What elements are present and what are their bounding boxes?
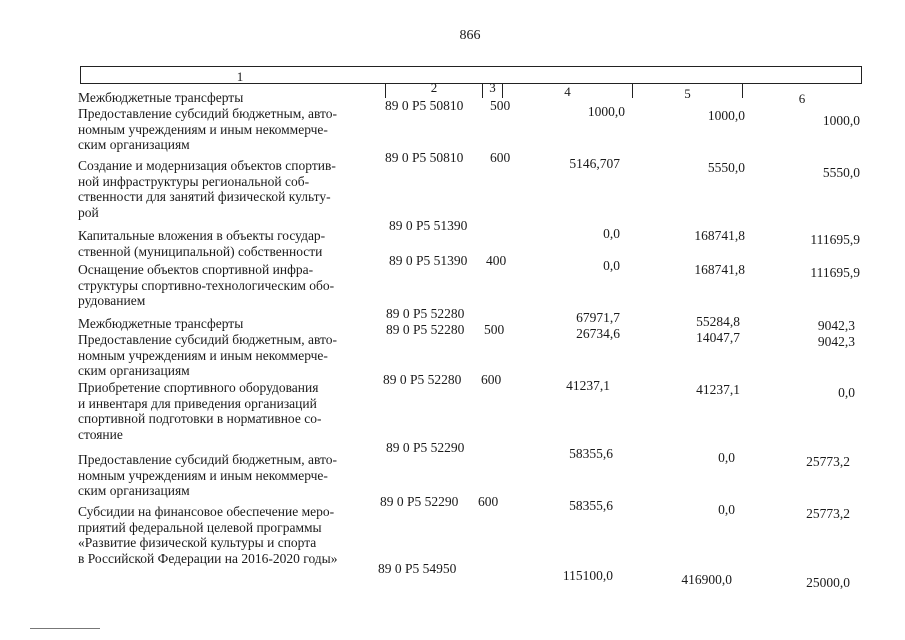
table-cell-year1: 1000,0 xyxy=(587,104,625,119)
table-cell-year1: 5146,707 xyxy=(569,156,620,171)
table-cell-year2: 168741,8 xyxy=(694,262,745,277)
table-cell-year2: 416900,0 xyxy=(681,572,732,587)
table-cell-year2: 1000,0 xyxy=(707,108,745,123)
table-row-desc: Предоставление субсидий бюджетным, авто- номным учреждениям и иным некоммерче- ским организациям xyxy=(78,332,337,378)
table-cell-year2: 168741,8 xyxy=(694,228,745,243)
table-row-desc: Капитальные вложения в объекты государ- ственной (муниципальной) собственности xyxy=(78,228,326,259)
header-col-5: 5 xyxy=(684,86,691,101)
table-cell-year3: 25773,2 xyxy=(806,454,850,469)
table-cell-year2: 55284,8 xyxy=(696,314,740,329)
page-number: 866 xyxy=(459,28,481,43)
table-cell-year1: 115100,0 xyxy=(562,568,613,583)
table-row-desc: Приобретение спортивного оборудования и инвентаря для приведения организаций спортивной подготовки в нормативное со- стояние xyxy=(78,380,322,442)
table-cell-year3: 0,0 xyxy=(838,385,855,400)
table-cell-year2: 14047,7 xyxy=(696,330,740,345)
table-cell-year3: 25000,0 xyxy=(806,575,850,590)
table-row-desc: Субсидии на финансовое обеспечение меро- приятий федеральной целевой программы «Развитие физической культуры и спорта в Российской Федерации на 2016-2020 годы» xyxy=(78,504,338,566)
table-cell-code: 89 0 Р5 52290 xyxy=(386,440,465,455)
table-cell-code: 89 0 Р5 54950 xyxy=(378,561,457,576)
table-cell-year2: 5550,0 xyxy=(707,160,745,175)
table-row-desc: Межбюджетные трансферты xyxy=(78,316,244,331)
table-cell-code: 89 0 Р5 51390 xyxy=(389,253,468,268)
table-cell-year1: 0,0 xyxy=(603,226,620,241)
table-cell-year2: 0,0 xyxy=(718,502,735,517)
table-cell-code: 89 0 Р5 52280 xyxy=(386,322,465,337)
table-cell-year1: 41237,1 xyxy=(566,378,610,393)
table-cell-year2: 0,0 xyxy=(718,450,735,465)
table-row-desc: Предоставление субсидий бюджетным, авто- номным учреждениям и иным некоммерче- ским организациям xyxy=(78,452,337,498)
header-col-2: 2 xyxy=(430,80,438,95)
table-cell-vr: 600 xyxy=(490,150,511,165)
table-cell-code: 89 0 Р5 52280 xyxy=(383,372,462,387)
table-cell-code: 89 0 Р5 51390 xyxy=(389,218,468,233)
header-col-3: 3 xyxy=(489,80,496,95)
table-cell-vr: 500 xyxy=(490,98,511,113)
footnote-rule xyxy=(30,628,100,629)
header-col-1: 1 xyxy=(236,69,244,84)
table-cell-vr: 500 xyxy=(484,322,505,337)
table-cell-code: 89 0 Р5 52290 xyxy=(380,494,459,509)
table-cell-year3: 9042,3 xyxy=(817,334,855,349)
header-col-4: 4 xyxy=(564,84,571,99)
table-cell-year1: 58355,6 xyxy=(569,498,613,513)
table-cell-code: 89 0 Р5 50810 xyxy=(385,98,464,113)
table-cell-year1: 67971,7 xyxy=(576,310,620,325)
table-cell-year1: 58355,6 xyxy=(569,446,613,461)
table-row-desc: Оснащение объектов спортивной инфра- структуры спортивно-технологическим обо- рудованием xyxy=(78,262,335,308)
table-cell-year3: 9042,3 xyxy=(817,318,855,333)
table-row-desc: Создание и модернизация объектов спортив- ной инфраструктуры региональной соб- ственности для занятий физической культу- рой xyxy=(78,158,336,220)
header-col-6: 6 xyxy=(798,91,806,106)
table-row-desc: Предоставление субсидий бюджетным, авто- номным учреждениям и иным некоммерче- ским организациям xyxy=(78,106,337,152)
table-cell-vr: 600 xyxy=(478,494,499,509)
table-cell-year1: 26734,6 xyxy=(576,326,620,341)
table-cell-code: 89 0 Р5 50810 xyxy=(385,150,464,165)
table-cell-year3: 1000,0 xyxy=(822,113,860,128)
table-cell-year3: 111695,9 xyxy=(810,232,860,247)
table-cell-vr: 600 xyxy=(481,372,502,387)
table-cell-year3: 5550,0 xyxy=(822,165,860,180)
table-row-desc: Межбюджетные трансферты xyxy=(78,90,244,105)
table-cell-vr: 400 xyxy=(486,253,507,268)
table-cell-year3: 25773,2 xyxy=(806,506,850,521)
table-cell-code: 89 0 Р5 52280 xyxy=(386,306,465,321)
table-cell-year1: 0,0 xyxy=(603,258,620,273)
table-cell-year2: 41237,1 xyxy=(696,382,740,397)
table-cell-year3: 111695,9 xyxy=(810,265,860,280)
